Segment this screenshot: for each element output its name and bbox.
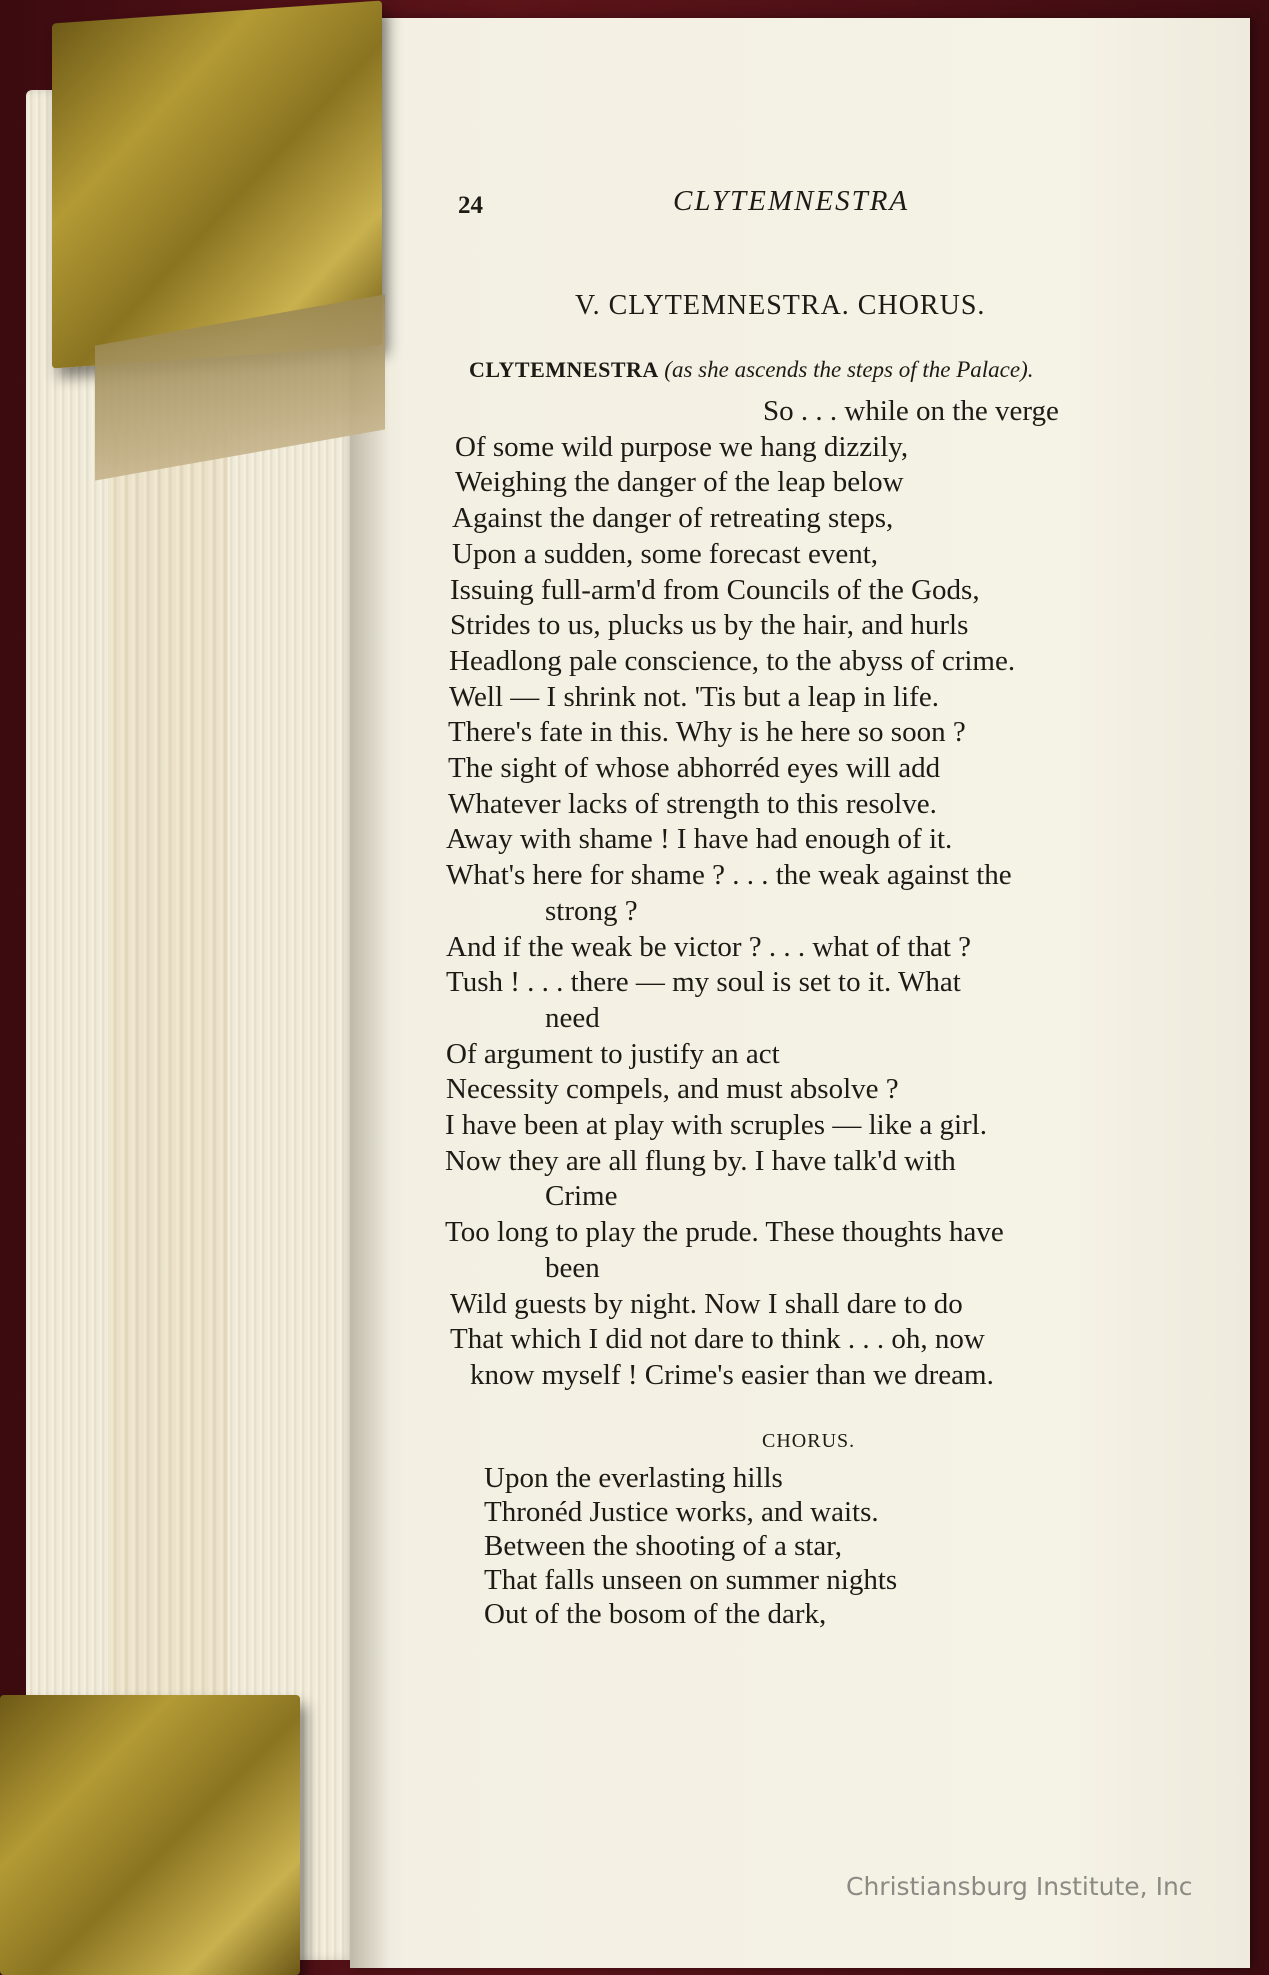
verse-line: Now they are all flung by. I have talk'd with [445,1145,956,1177]
verse-line: strong ? [545,895,638,927]
verse-line: Away with shame ! I have had enough of it. [446,823,953,855]
verse-line: There's fate in this. Why is he here so soon ? [448,716,966,748]
verse-line: Thronéd Justice works, and waits. [484,1496,879,1528]
verse-line: Whatever lacks of strength to this resolve. [448,788,937,820]
verse-line: Tush ! . . . there — my soul is set to it. What [446,966,961,998]
gold-corner-protector-bottom [0,1695,300,1975]
verse-line: Wild guests by night. Now I shall dare to do [450,1288,963,1320]
verse-line: Necessity compels, and must absolve ? [446,1073,899,1105]
verse-line: Issuing full-arm'd from Councils of the Gods, [450,574,980,606]
verse-line: Too long to play the prude. These thoughts have [445,1216,1004,1248]
verse-line: Weighing the danger of the leap below [455,466,904,498]
verse-line: Out of the bosom of the dark, [484,1598,827,1630]
verse-line: That falls unseen on summer nights [484,1564,898,1596]
verse-line: know myself ! Crime's easier than we dream. [470,1359,994,1391]
speaker-line [469,357,1034,383]
verse-line: Upon a sudden, some forecast event, [452,538,879,570]
page-fore-edge [108,430,228,1710]
watermark: Christiansburg Institute, Inc [846,1872,1193,1901]
verse-line: Between the shooting of a star, [484,1530,843,1562]
verse-line: been [545,1252,600,1284]
verse-line: Headlong pale conscience, to the abyss of crime. [449,645,1016,677]
scene-heading: V. CLYTEMNESTRA. CHORUS. [575,290,986,321]
verse-line: What's here for shame ? . . . the weak against the [446,859,1012,891]
verse-line: So . . . while on the verge [763,395,1059,427]
verse-line: Crime [545,1180,618,1212]
chorus-heading: CHORUS. [762,1430,856,1452]
verse-line: And if the weak be victor ? . . . what of that ? [446,931,972,963]
verse-line: Against the danger of retreating steps, [452,502,894,534]
verse-line: need [545,1002,600,1034]
verse-line: Upon the everlasting hills [484,1462,783,1494]
running-head: CLYTEMNESTRA [673,185,910,217]
verse-line: That which I did not dare to think . . . oh, now [450,1323,985,1355]
verse-line: Well — I shrink not. 'Tis but a leap in life. [449,681,939,713]
verse-line: Of some wild purpose we hang dizzily, [455,431,909,463]
verse-line: Strides to us, plucks us by the hair, and hurls [450,609,969,641]
verse-line: The sight of whose abhorréd eyes will add [448,752,941,784]
stage-direction: (as she ascends the steps of the Palace). [664,357,1034,382]
verse-line: Of argument to justify an act [446,1038,780,1070]
verse-line: I have been at play with scruples — like a girl. [445,1109,987,1141]
page-number: 24 [458,192,483,219]
speaker-name: CLYTEMNESTRA [469,357,659,382]
